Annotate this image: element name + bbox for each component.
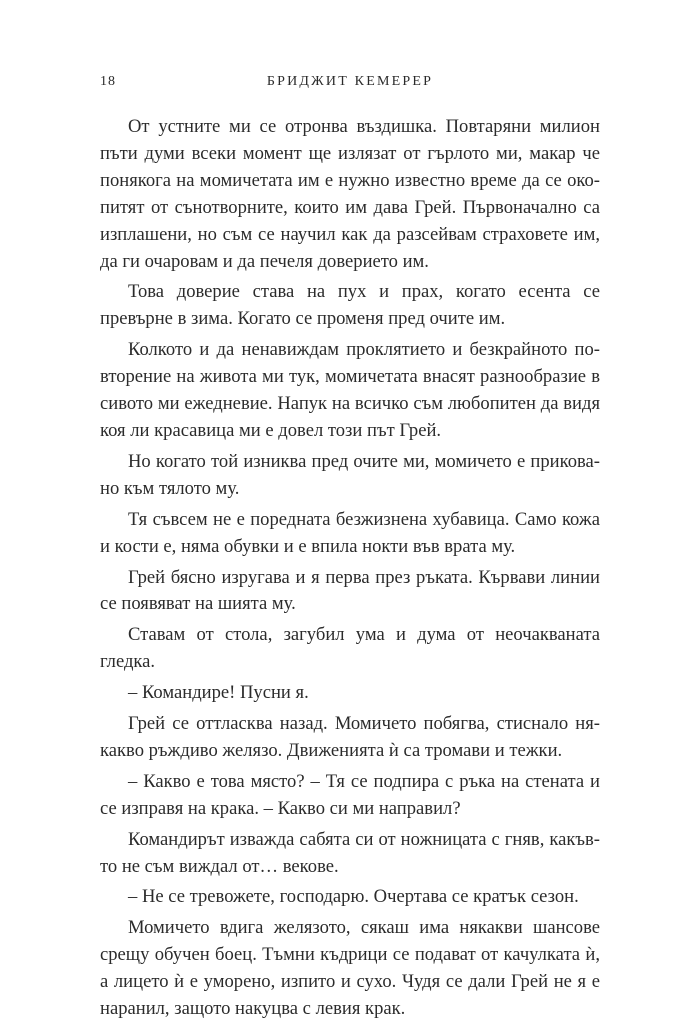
- paragraph: Грей бясно изругава и я перва през ръката. Кървави линии се появяват на шията му.: [100, 566, 600, 615]
- page-number: 18: [100, 74, 116, 89]
- page-header: [100, 74, 600, 96]
- paragraph: Но когато той изниква пред очите ми, момичето е приковано към тялото му.: [100, 450, 600, 499]
- paragraph: От устните ми се отронва въздишка. Повтаряни милион пъти думи всеки момент ще излязат от гърлото ми, макар че понякога на момичетата им е нужно известно време да се окопитят от сънотворните, които им дава Грей. Първоначално са изплашени, но съм се научил как да разсейвам страховете им, да ги очаровам и да печеля доверието им.: [100, 116, 600, 272]
- paragraph: Колкото и да ненавиждам проклятието и безкрайното повторение на живота ми тук, момичетата внасят разнообразие в сивото ми ежедневие. Напук на всичко съм любопитен да видя коя ли красавица ми е довел този път Грей.: [100, 339, 600, 441]
- paragraph: Това доверие става на пух и прах, когато есента се превърне в зима. Когато се променя пред очите им.: [100, 281, 600, 330]
- body-text: [100, 114, 600, 1027]
- paragraph: Командирът изважда сабята си от ножницата с гняв, какъвто не съм виждал от… векове.: [100, 828, 600, 877]
- paragraph: Момичето вдига желязото, сякаш има някакви шансове срещу обучен боец. Тъмни къдрици се подават от качулката ѝ, а лицето ѝ е уморено, изпито и сухо. Чудя се дали Грей не я е наранил, защото накуцва с левия крак.: [100, 917, 600, 1020]
- paragraph: Грей се оттласква назад. Момичето побягва, стиснало някакво ръждиво желязо. Движенията ѝ са тромави и тежки.: [100, 713, 600, 761]
- dialogue-line: – Не се тревожете, господарю. Очертава се кратък сезон.: [128, 886, 579, 908]
- paragraph: Ставам от стола, загубил ума и дума от неочакваната гледка.: [100, 624, 600, 673]
- dialogue-line: – Какво е това място? – Тя се подпира с ръка на стената и се изправя на крака. – Какво си ми направил?: [100, 770, 600, 819]
- dialogue-line: – Командире! Пусни я.: [128, 682, 309, 704]
- paragraph: Тя съвсем не е поредната безжизнена хубавица. Само кожа и кости е, няма обувки и е впила нокти във врата му.: [100, 508, 600, 557]
- running-head-author: БРИДЖИТ КЕМЕРЕР: [266, 74, 434, 89]
